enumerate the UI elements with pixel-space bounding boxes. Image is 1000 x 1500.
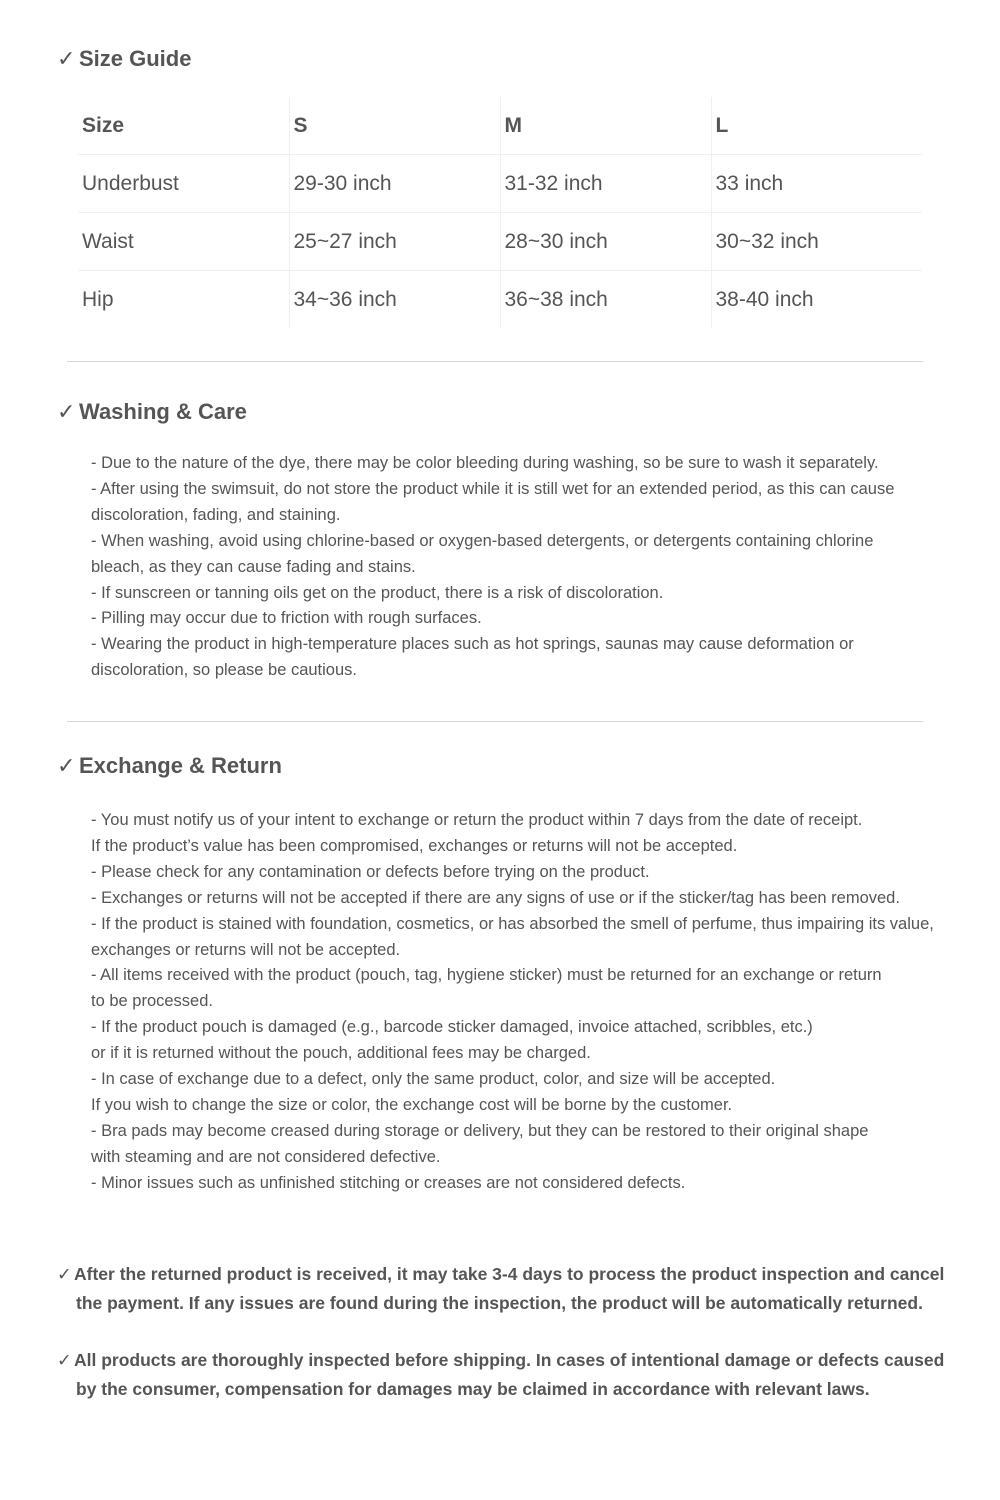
table-cell: 30~32 inch (711, 213, 922, 271)
exchange-return-line: to be processed. (91, 992, 213, 1011)
table-cell: 34~36 inch (289, 271, 500, 329)
washing-care-line: - Due to the nature of the dye, there may be color bleeding during washing, so be sure to wash it separately. (91, 454, 879, 472)
table-header-row (78, 97, 922, 155)
exchange-return-line: - If the product pouch is damaged (e.g., barcode sticker damaged, invoice attached, scribbles, etc.) (91, 1018, 813, 1037)
checkmark-icon: ✓ (57, 399, 76, 424)
exchange-return-line: If you wish to change the size or color, the exchange cost will be borne by the customer. (91, 1095, 733, 1114)
table-cell: 33 inch (711, 155, 922, 213)
table-cell: 36~38 inch (500, 271, 711, 329)
table-cell: 29-30 inch (289, 155, 500, 213)
exchange-return-line: - Please check for any contamination or defects before trying on the product. (91, 862, 650, 881)
table-cell: 38-40 inch (711, 271, 922, 329)
table-header-cell: L (711, 97, 922, 155)
table-cell: Underbust (78, 155, 289, 213)
notice-line (57, 1346, 987, 1375)
exchange-return-line: - Minor issues such as unfinished stitching or creases are not considered defects. (91, 1173, 686, 1192)
damage-notice (57, 1346, 987, 1404)
checkmark-icon: ✓ (57, 753, 76, 778)
table-cell: Hip (82, 287, 114, 311)
exchange-return-line: - In case of exchange due to a defect, only the same product, color, and size will be accepted. (91, 1070, 776, 1089)
table-header-cell: M (500, 97, 711, 155)
washing-care-title: Washing & Care (79, 399, 247, 424)
table-row (78, 155, 922, 213)
table-cell: 31-32 inch (500, 155, 711, 213)
notice-line (57, 1260, 987, 1289)
washing-care-line: - After using the swimsuit, do not store the product while it is still wet for an extended period, as this can cause (91, 479, 895, 498)
size-guide-title: Size Guide (79, 46, 192, 71)
checkmark-icon: ✓ (57, 46, 76, 71)
table-cell: 28~30 inch (500, 213, 711, 271)
exchange-return-title: Exchange & Return (79, 753, 282, 778)
washing-care-line: - Pilling may occur due to friction with rough surfaces. (91, 609, 482, 628)
washing-care-text (91, 451, 986, 684)
washing-care-line: - Wearing the product in high-temperature places such as hot springs, saunas may cause deformation or (91, 635, 854, 654)
washing-care-line: discoloration, so please be cautious. (91, 661, 357, 680)
table-cell: 25~27 inch (289, 213, 500, 271)
exchange-return-line: - If the product is stained with foundation, cosmetics, or has absorbed the smell of perfume, thus impairing its value, (91, 914, 934, 933)
exchange-return-text (91, 808, 986, 1197)
exchange-return-line: or if it is returned without the pouch, additional fees may be charged. (91, 1044, 591, 1063)
section-divider (67, 721, 923, 722)
size-guide-heading (57, 48, 191, 70)
exchange-return-line: - You must notify us of your intent to exchange or return the product within 7 days from the date of receipt. (91, 811, 863, 829)
exchange-return-line: with steaming and are not considered defective. (91, 1147, 441, 1166)
exchange-return-line: - Bra pads may become creased during storage or delivery, but they can be restored to their original shape (91, 1121, 869, 1140)
washing-care-line: discoloration, fading, and staining. (91, 505, 341, 524)
table-header-cell: S (289, 97, 500, 155)
notice-text: After the returned product is received, it may take 3-4 days to process the product inspection and cancel (74, 1264, 945, 1284)
notice-text: All products are thoroughly inspected before shipping. In cases of intentional damage or defects caused (74, 1350, 945, 1370)
washing-care-heading (57, 401, 247, 423)
notice-line: the payment. If any issues are found during the inspection, the product will be automatically returned. (76, 1293, 923, 1313)
section-divider (67, 361, 923, 362)
processing-notice (57, 1260, 987, 1318)
checkmark-icon: ✓ (57, 1264, 72, 1284)
size-guide-table (78, 97, 922, 328)
washing-care-line: - If sunscreen or tanning oils get on the product, there is a risk of discoloration. (91, 583, 664, 602)
exchange-return-heading (57, 755, 282, 777)
table-header-cell: Size (78, 97, 289, 155)
exchange-return-line: If the product’s value has been compromised, exchanges or returns will not be accepted. (91, 836, 738, 855)
exchange-return-line: exchanges or returns will not be accepted. (91, 940, 401, 959)
washing-care-line: bleach, as they can cause fading and stains. (91, 557, 416, 576)
table-row (78, 271, 922, 329)
exchange-return-line: - All items received with the product (pouch, tag, hygiene sticker) must be returned for an exchange or return (91, 966, 882, 985)
notice-line: by the consumer, compensation for damages may be claimed in accordance with relevant laws. (76, 1379, 870, 1399)
table-row (78, 213, 922, 271)
exchange-return-line: - Exchanges or returns will not be accepted if there are any signs of use or if the sticker/tag has been removed. (91, 888, 900, 907)
checkmark-icon: ✓ (57, 1350, 72, 1370)
table-cell: Waist (78, 213, 289, 271)
washing-care-line: - When washing, avoid using chlorine-based or oxygen-based detergents, or detergents containing chlorine (91, 531, 874, 550)
